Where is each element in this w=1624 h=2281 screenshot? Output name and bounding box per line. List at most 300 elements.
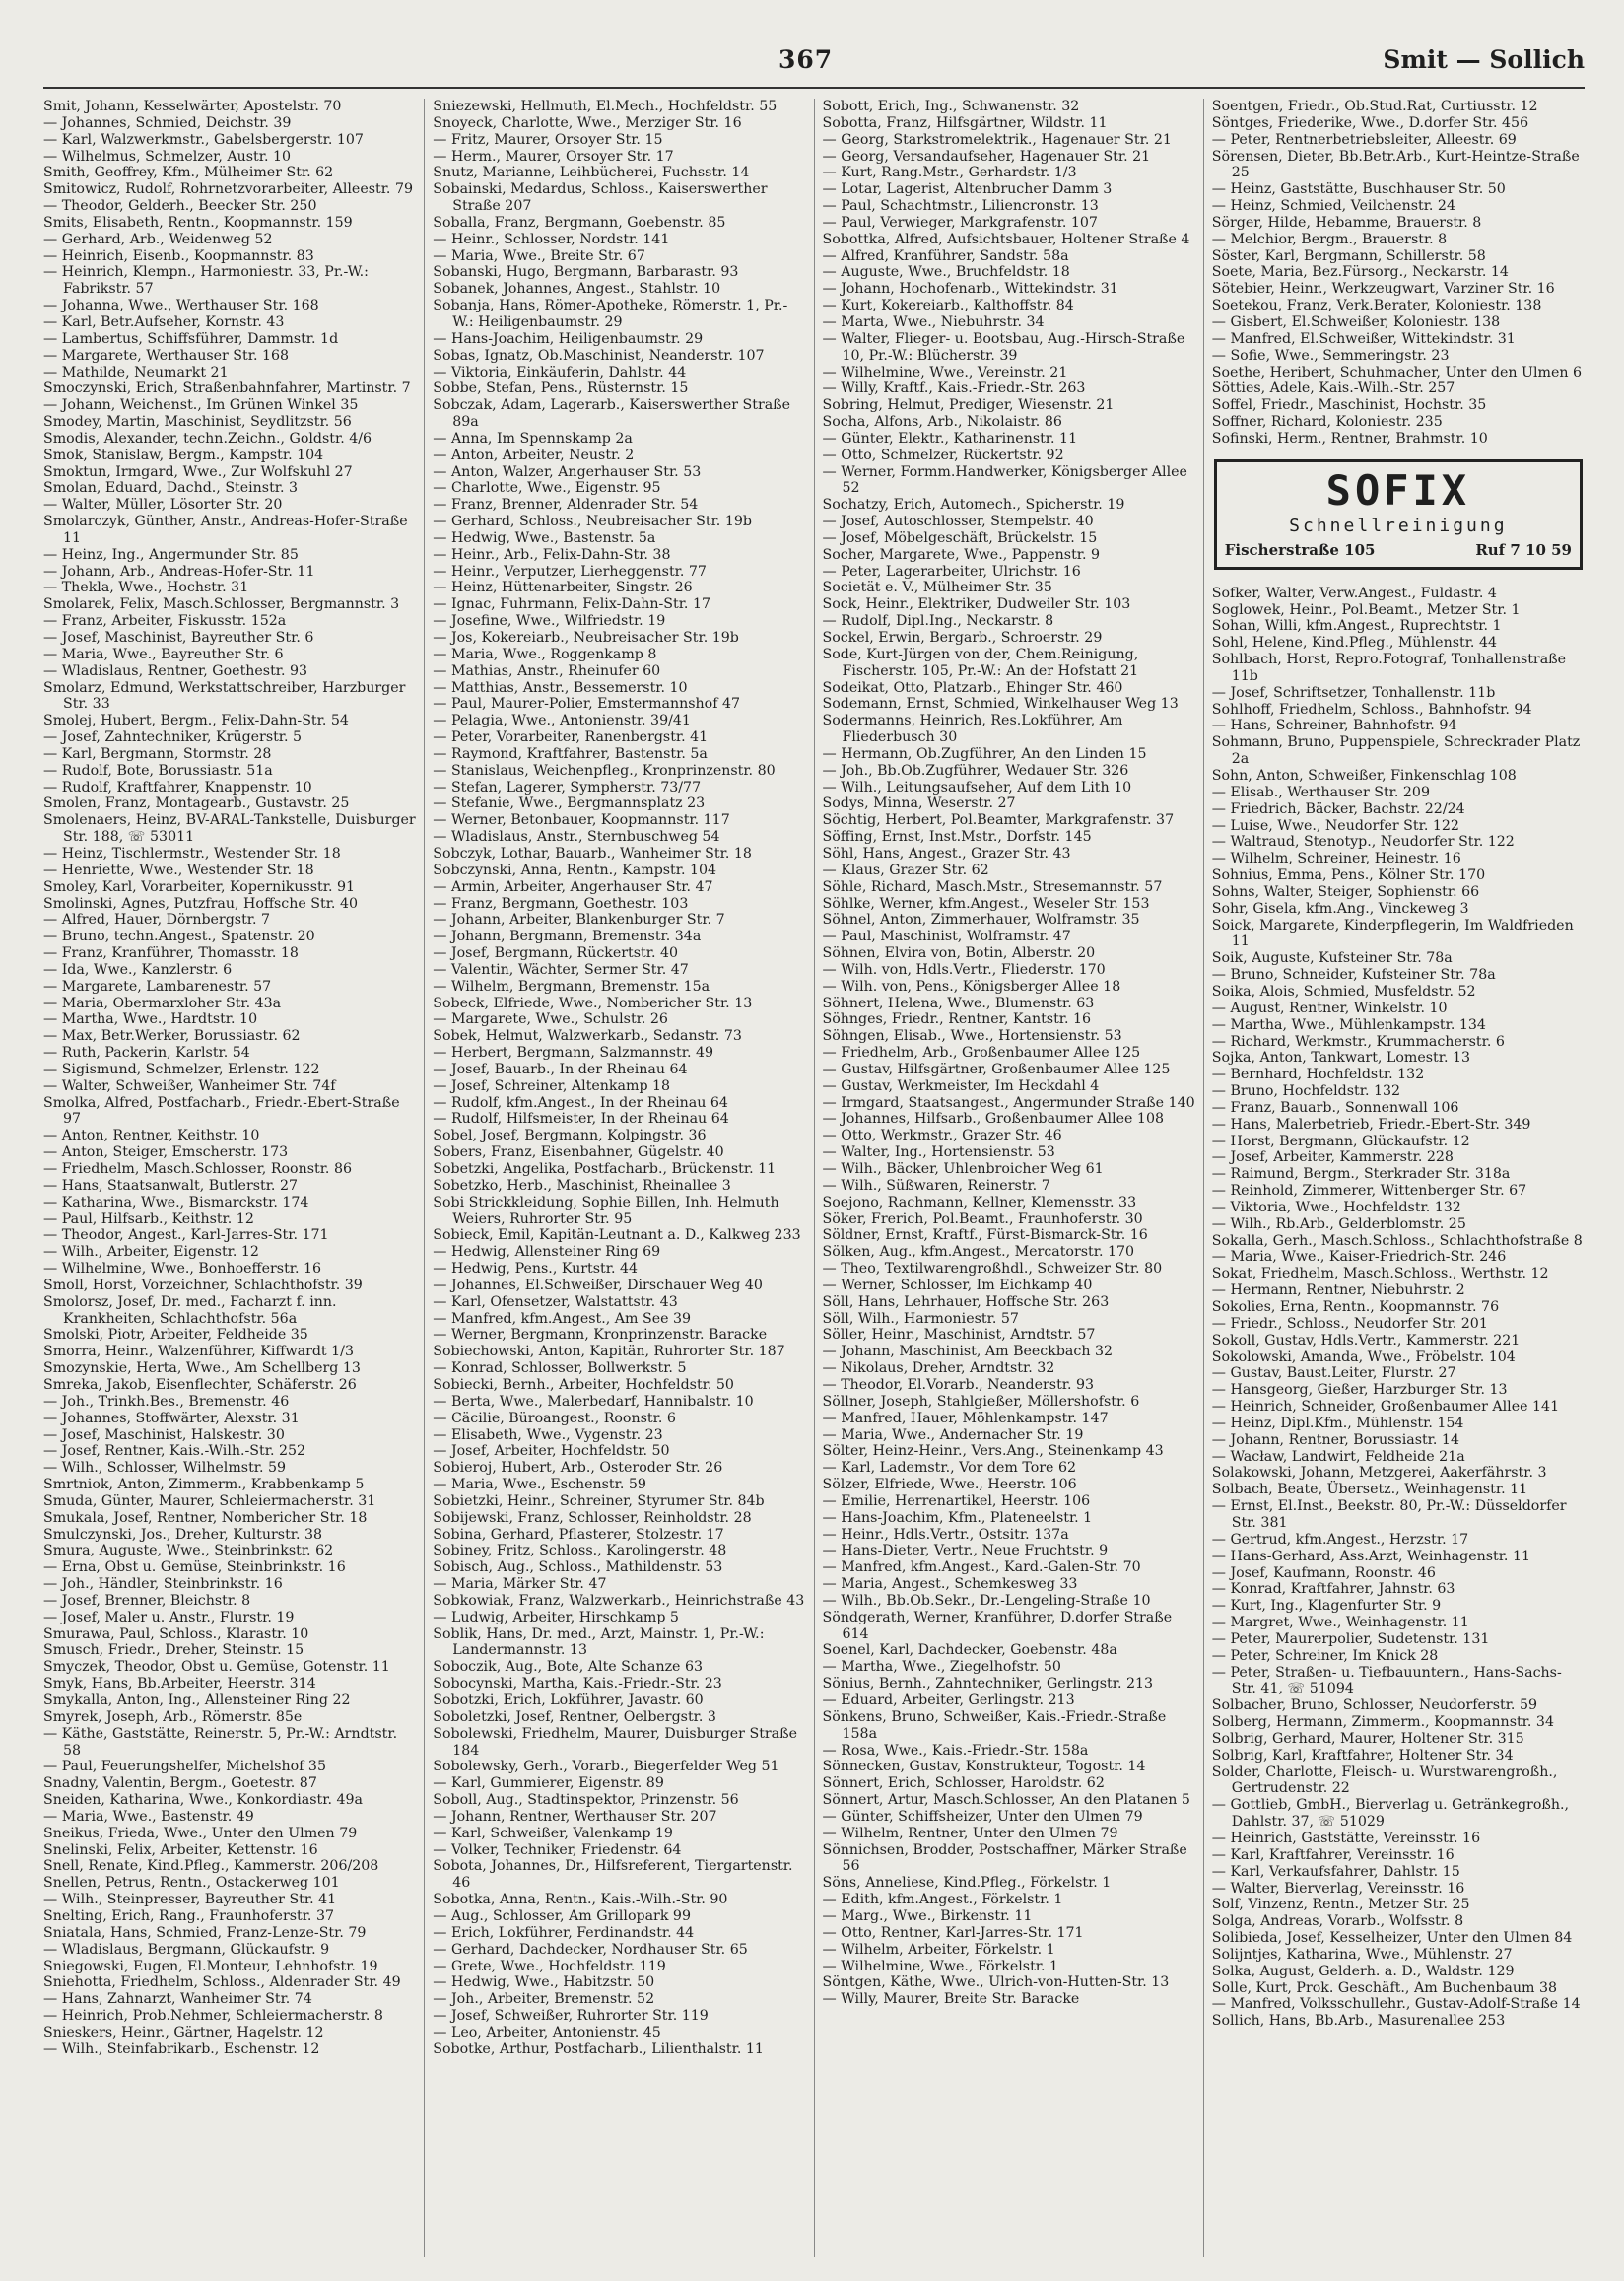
directory-entry: — Theodor, Angest., Karl-Jarres-Str. 171 bbox=[43, 1227, 329, 1244]
directory-entry: — Pelagia, Wwe., Antonienstr. 39/41 bbox=[433, 713, 691, 729]
directory-entry: — Franz, Kranführer, Thomasstr. 18 bbox=[43, 945, 299, 962]
directory-entry: — Hans-Joachim, Heiligenbaumstr. 29 bbox=[433, 330, 704, 347]
directory-entry: — Melchior, Bergm., Brauerstr. 8 bbox=[1211, 231, 1448, 247]
directory-entry: Sörger, Hilde, Hebamme, Brauerstr. 8 bbox=[1211, 214, 1482, 231]
directory-entry: Soentgen, Friedr., Ob.Stud.Rat, Curtiusstr. 12 bbox=[1211, 99, 1538, 114]
directory-entry: — Aug., Schlosser, Am Grillopark 99 bbox=[433, 1907, 691, 1924]
directory-entry: Sobers, Franz, Eisenbahner, Gügelstr. 40 bbox=[433, 1144, 724, 1161]
directory-entry: — Hermann, Ob.Zugführer, An den Linden 15 bbox=[822, 745, 1147, 762]
directory-entry: — Rudolf, Bote, Borussiastr. 51a bbox=[43, 762, 273, 779]
directory-entry: — Reinhold, Zimmerer, Wittenberger Str. 67 bbox=[1211, 1183, 1527, 1200]
directory-entry: — Armin, Arbeiter, Angerhauser Str. 47 bbox=[433, 878, 713, 895]
directory-entry: Söllner, Joseph, Stahlgießer, Möllershofstr. 6 bbox=[822, 1393, 1140, 1410]
directory-entry: — Marta, Wwe., Niebuhrstr. 34 bbox=[822, 313, 1045, 330]
directory-entry: Sokoll, Gustav, Hdls.Vertr., Kammerstr. 221 bbox=[1211, 1332, 1521, 1348]
directory-entry: — Martha, Wwe., Ziegelhofstr. 50 bbox=[822, 1659, 1061, 1676]
directory-entry: Sönnert, Erich, Schlosser, Haroldstr. 62 bbox=[822, 1775, 1105, 1792]
directory-entry: — Johannes, El.Schweißer, Dirschauer Weg 40 bbox=[433, 1277, 763, 1293]
directory-entry: Sobek, Helmut, Walzwerkarb., Sedanstr. 73 bbox=[433, 1028, 742, 1045]
directory-entry: — Johannes, Hilfsarb., Großenbaumer Allee 108 bbox=[822, 1111, 1165, 1128]
directory-entry: Söll, Wilh., Harmoniestr. 57 bbox=[822, 1310, 1019, 1327]
directory-entry: — Hermann, Rentner, Niebuhrstr. 2 bbox=[1211, 1282, 1465, 1299]
directory-entry: — Wilh., Rb.Arb., Gelderblomstr. 25 bbox=[1211, 1215, 1466, 1232]
ad-company-name: SOFIX bbox=[1325, 465, 1471, 515]
directory-entry: — Stefan, Lagerer, Sympherstr. 73/77 bbox=[433, 779, 702, 795]
directory-entry: Solder, Charlotte, Fleisch- u. Wurstwarengroßh., Gertrudenstr. 22 bbox=[1211, 1763, 1558, 1797]
directory-entry: Smolka, Alfred, Postfacharb., Friedr.-Ebert-Straße 97 bbox=[43, 1094, 400, 1128]
directory-entry: Smolorsz, Josef, Dr. med., Facharzt f. inn. Krankheiten, Schlachthofstr. 56a bbox=[43, 1293, 337, 1327]
directory-entry: Sönkens, Bruno, Schweißer, Kais.-Friedr.-Straße 158a bbox=[822, 1708, 1167, 1742]
directory-entry: — Maria, Wwe., Andernacher Str. 19 bbox=[822, 1426, 1084, 1443]
directory-entry: — Karl, Lademstr., Vor dem Tore 62 bbox=[822, 1460, 1076, 1477]
directory-entry: Smorra, Heinr., Walzenführer, Kiffwardt 1/3 bbox=[43, 1344, 354, 1360]
directory-entry: — Maria, Wwe., Kaiser-Friedrich-Str. 246 bbox=[1211, 1249, 1507, 1266]
directory-entry: Solbrig, Gerhard, Maurer, Holtener Str. 315 bbox=[1211, 1730, 1524, 1747]
directory-entry: — Emilie, Herrenartikel, Heerstr. 106 bbox=[822, 1492, 1091, 1509]
directory-entry: — Josef, Maler u. Anstr., Flurstr. 19 bbox=[43, 1609, 295, 1625]
directory-entry: Sohn, Anton, Schweißer, Finkenschlag 108 bbox=[1211, 768, 1517, 784]
directory-entry: — Josef, Arbeiter, Kammerstr. 228 bbox=[1211, 1149, 1454, 1166]
directory-entry: Sölter, Heinz-Heinr., Vers.Ang., Steinenkamp 43 bbox=[822, 1443, 1164, 1460]
directory-entry: Smuda, Günter, Maurer, Schleiermacherstr. 31 bbox=[43, 1492, 376, 1509]
directory-entry: Sohmann, Bruno, Puppenspiele, Schreckrader Platz 2a bbox=[1211, 734, 1581, 768]
directory-entry: — Wilhelm, Rentner, Unter den Ulmen 79 bbox=[822, 1825, 1118, 1841]
directory-entry: Sniezewski, Hellmuth, El.Mech., Hochfeldstr. 55 bbox=[433, 99, 778, 114]
directory-entry: — Heinrich, Schneider, Großenbaumer Allee 141 bbox=[1211, 1399, 1560, 1416]
directory-entry: Socher, Margarete, Wwe., Pappenstr. 9 bbox=[822, 546, 1101, 563]
directory-entry: — Elisab., Werthauser Str. 209 bbox=[1211, 784, 1430, 800]
directory-entry: — Heinr., Hdls.Vertr., Ostsitr. 137a bbox=[822, 1526, 1069, 1543]
directory-entry: — Hans-Gerhard, Ass.Arzt, Weinhagenstr. 11 bbox=[1211, 1548, 1531, 1564]
directory-entry: — Hans, Staatsanwalt, Butlerstr. 27 bbox=[43, 1177, 298, 1194]
directory-entry: — Irmgard, Staatsangest., Angermunder Straße 140 bbox=[822, 1094, 1195, 1111]
directory-entry: — Valentin, Wächter, Sermer Str. 47 bbox=[433, 961, 689, 978]
directory-entry: Smolen, Franz, Montagearb., Gustavstr. 25 bbox=[43, 795, 350, 812]
directory-entry: — Karl, Ofensetzer, Walstattstr. 43 bbox=[433, 1293, 678, 1310]
directory-entry: — Volker, Techniker, Friedenstr. 64 bbox=[433, 1841, 682, 1858]
directory-entry: — Gustav, Werkmeister, Im Heckdahl 4 bbox=[822, 1077, 1100, 1094]
directory-entry: — Wilhelmine, Wwe., Bonhoefferstr. 16 bbox=[43, 1261, 322, 1278]
directory-entry: — Wilh., Bb.Ob.Sekr., Dr.-Lengeling-Straße 10 bbox=[822, 1592, 1151, 1609]
directory-entry: — Johann, Arb., Andreas-Hofer-Str. 11 bbox=[43, 563, 315, 580]
directory-entry: Söhle, Richard, Masch.Mstr., Stresemannstr. 57 bbox=[822, 878, 1163, 895]
directory-entry: Sokolowski, Amanda, Wwe., Fröbelstr. 104 bbox=[1211, 1348, 1516, 1365]
directory-entry: — Heinr., Verputzer, Lierheggenstr. 77 bbox=[433, 563, 707, 580]
directory-entry: Söster, Karl, Bergmann, Schillerstr. 58 bbox=[1211, 247, 1486, 264]
directory-entry: Sohl, Helene, Kind.Pfleg., Mühlenstr. 44 bbox=[1211, 635, 1497, 652]
directory-entry: Solberg, Hermann, Zimmerm., Koopmannstr. 34 bbox=[1211, 1714, 1554, 1731]
directory-entry: — Wilhelmine, Wwe., Förkelstr. 1 bbox=[822, 1958, 1059, 1974]
directory-entry: Soethe, Heribert, Schuhmacher, Unter den Ulmen 6 bbox=[1211, 364, 1583, 380]
directory-entry: Sohr, Gisela, kfm.Ang., Vinckeweg 3 bbox=[1211, 900, 1469, 917]
directory-entry: — Manfred, kfm.Angest., Am See 39 bbox=[433, 1310, 692, 1327]
directory-entry: — Johann, Maschinist, Am Beeckbach 32 bbox=[822, 1344, 1114, 1360]
directory-entry: — Auguste, Wwe., Bruchfeldstr. 18 bbox=[822, 264, 1070, 281]
directory-entry: — Lambertus, Schiffsführer, Dammstr. 1d bbox=[43, 330, 339, 347]
directory-entry: Soik, Auguste, Kufsteiner Str. 78a bbox=[1211, 950, 1453, 967]
directory-entry: — August, Rentner, Winkelstr. 10 bbox=[1211, 1000, 1448, 1016]
directory-entry: Smyczek, Theodor, Obst u. Gemüse, Gotenstr. 11 bbox=[43, 1659, 390, 1676]
directory-entry: Smoley, Karl, Vorarbeiter, Kopernikusstr. 91 bbox=[43, 878, 356, 895]
directory-entry: — Klaus, Grazer Str. 62 bbox=[822, 862, 989, 878]
directory-entry: — Hansgeorg, Gießer, Harzburger Str. 13 bbox=[1211, 1382, 1508, 1399]
ad-contact-line bbox=[1225, 541, 1572, 559]
directory-entry: Smusch, Friedr., Dreher, Steinstr. 15 bbox=[43, 1642, 304, 1659]
directory-entry: — Käthe, Gaststätte, Reinerstr. 5, Pr.-W.: Arndtstr. 58 bbox=[43, 1725, 398, 1759]
directory-entry: — Johann, Hochofenarb., Wittekindstr. 31 bbox=[822, 281, 1118, 298]
directory-entry: — Luise, Wwe., Neudorfer Str. 122 bbox=[1211, 817, 1459, 834]
directory-entry: Sokalla, Gerh., Masch.Schloss., Schlachthofstraße 8 bbox=[1211, 1232, 1583, 1249]
ad-subtitle: Schnellreinigung bbox=[1289, 515, 1508, 536]
directory-entry: — Alfred, Kranführer, Sandstr. 58a bbox=[822, 247, 1069, 264]
directory-entry: Soballa, Franz, Bergmann, Goebenstr. 85 bbox=[433, 214, 726, 231]
directory-entry: — Walter, Müller, Lösorter Str. 20 bbox=[43, 497, 283, 514]
directory-entry: — Kurt, Ing., Klagenfurter Str. 9 bbox=[1211, 1598, 1442, 1615]
directory-entry: Sobocynski, Martha, Kais.-Friedr.-Str. 23 bbox=[433, 1676, 722, 1693]
directory-entry: — Maria, Wwe., Eschenstr. 59 bbox=[433, 1477, 646, 1493]
directory-entry: Sobisch, Aug., Schloss., Mathildenstr. 53 bbox=[433, 1559, 723, 1576]
directory-entry: — Wilh., Schlosser, Wilhelmstr. 59 bbox=[43, 1460, 287, 1477]
directory-entry: — Kurt, Kokereiarb., Kalthoffstr. 84 bbox=[822, 298, 1074, 314]
directory-entry: — Georg, Versandaufseher, Hagenauer Str. 21 bbox=[822, 148, 1151, 165]
directory-entry: — Maria, Wwe., Bastenstr. 49 bbox=[43, 1808, 254, 1825]
directory-entry: — Rudolf, Dipl.Ing., Neckarstr. 8 bbox=[822, 613, 1054, 630]
directory-entry: — Kurt, Rang.Mstr., Gerhardstr. 1/3 bbox=[822, 165, 1077, 181]
directory-entry: — Heinrich, Klempn., Harmoniestr. 33, Pr.-W.: Fabrikstr. 57 bbox=[43, 264, 369, 298]
directory-entry: — Theodor, Gelderh., Beecker Str. 250 bbox=[43, 198, 317, 215]
directory-entry: — Wilh., Steinpresser, Bayreuther Str. 41 bbox=[43, 1892, 337, 1908]
directory-entry: — Gertrud, kfm.Angest., Herzstr. 17 bbox=[1211, 1531, 1469, 1548]
directory-entry: — Peter, Straßen- u. Tiefbauuntern., Hans-Sachs-Str. 41, ☏ 51094 bbox=[1211, 1664, 1562, 1697]
directory-entry: — Josef, Zahntechniker, Krügerstr. 5 bbox=[43, 729, 303, 746]
directory-entry: Smura, Auguste, Wwe., Steinbrinkstr. 62 bbox=[43, 1543, 334, 1559]
directory-entry: Soglowek, Heinr., Pol.Beamt., Metzer Str. 1 bbox=[1211, 601, 1521, 618]
directory-entry: Söchtig, Herbert, Pol.Beamter, Markgrafenstr. 37 bbox=[822, 812, 1175, 829]
directory-entry: Sönnichsen, Brodder, Postschaffner, Märker Straße 56 bbox=[822, 1841, 1187, 1875]
directory-entry: — Elisabeth, Wwe., Vygenstr. 23 bbox=[433, 1426, 663, 1443]
directory-entry: Solibieda, Josef, Kesselheizer, Unter den Ulmen 84 bbox=[1211, 1930, 1573, 1947]
directory-entry: Smodey, Martin, Maschinist, Seydlitzstr. 56 bbox=[43, 414, 352, 431]
directory-entry: Sochatzy, Erich, Automech., Spicherstr. 19 bbox=[822, 497, 1125, 514]
directory-entry: — Friedhelm, Masch.Schlosser, Roonstr. 86 bbox=[43, 1161, 353, 1177]
directory-entry: Smreka, Jakob, Eisenflechter, Schäferstr. 26 bbox=[43, 1376, 357, 1393]
directory-entry: — Manfred, Volksschullehr., Gustav-Adolf-Straße 14 bbox=[1211, 1996, 1581, 2013]
directory-entry: — Bruno, Hochfeldstr. 132 bbox=[1211, 1083, 1401, 1100]
directory-entry: — Theodor, El.Vorarb., Neanderstr. 93 bbox=[822, 1376, 1095, 1393]
directory-entry: Snoyeck, Charlotte, Wwe., Merziger Str. 16 bbox=[433, 114, 742, 131]
directory-entry: — Walter, Bierverlag, Vereinsstr. 16 bbox=[1211, 1880, 1465, 1897]
directory-entry: — Anna, Im Spennskamp 2a bbox=[433, 430, 633, 447]
directory-entry: — Georg, Starkstromelektrik., Hagenauer Str. 21 bbox=[822, 131, 1172, 148]
directory-entry: Snelting, Erich, Rang., Fraunhoferstr. 37 bbox=[43, 1907, 335, 1924]
directory-entry: — Gerhard, Arb., Weidenweg 52 bbox=[43, 231, 273, 247]
header-rule bbox=[43, 87, 1585, 89]
directory-entry: — Anton, Rentner, Keithstr. 10 bbox=[43, 1128, 260, 1144]
directory-entry: Sötebier, Heinr., Werkzeugwart, Varziner Str. 16 bbox=[1211, 281, 1555, 298]
directory-entry: Sölzer, Elfriede, Wwe., Heerstr. 106 bbox=[822, 1477, 1077, 1493]
directory-entry: — Johann, Rentner, Werthauser Str. 207 bbox=[433, 1808, 717, 1825]
directory-entry: — Stefanie, Wwe., Bergmannsplatz 23 bbox=[433, 795, 706, 812]
directory-entry: Smoktun, Irmgard, Wwe., Zur Wolfskuhl 27 bbox=[43, 463, 353, 480]
directory-entry: Snadny, Valentin, Bergm., Goetestr. 87 bbox=[43, 1775, 317, 1792]
directory-entry: — Otto, Werkmstr., Grazer Str. 46 bbox=[822, 1128, 1062, 1144]
directory-entry: — Rudolf, Hilfsmeister, In der Rheinau 64 bbox=[433, 1111, 729, 1128]
directory-entry: — Hedwig, Allensteiner Ring 69 bbox=[433, 1244, 661, 1261]
directory-entry: Smolski, Piotr, Arbeiter, Feldheide 35 bbox=[43, 1327, 308, 1344]
directory-entry: Sobel, Josef, Bergmann, Kolpingstr. 36 bbox=[433, 1128, 707, 1144]
directory-entry: Sokat, Friedhelm, Masch.Schloss., Werthstr. 12 bbox=[1211, 1266, 1549, 1282]
directory-entry: Soick, Margarete, Kinderpflegerin, Im Waldfrieden 11 bbox=[1211, 917, 1574, 950]
directory-entry: — Theo, Textilwarengroßhdl., Schweizer Str. 80 bbox=[822, 1261, 1163, 1278]
directory-entry: Sohlbach, Horst, Repro.Fotograf, Tonhallenstraße 11b bbox=[1211, 652, 1567, 684]
directory-entry: Smolan, Eduard, Dachd., Steinstr. 3 bbox=[43, 480, 299, 497]
directory-entry: — Matthias, Anstr., Bessemerstr. 10 bbox=[433, 679, 688, 696]
directory-entry: — Hans-Dieter, Vertr., Neue Fruchtstr. 9 bbox=[822, 1543, 1109, 1559]
directory-entry: — Ignac, Fuhrmann, Felix-Dahn-Str. 17 bbox=[433, 596, 711, 613]
directory-entry: — Josef, Kaufmann, Roonstr. 46 bbox=[1211, 1564, 1436, 1581]
directory-entry: — Gerhard, Schloss., Neubreisacher Str. 19b bbox=[433, 514, 752, 530]
directory-entry: Sodeikat, Otto, Platzarb., Ehinger Str. 460 bbox=[822, 679, 1123, 696]
page-number: 367 bbox=[778, 45, 834, 74]
directory-entry: — Günter, Elektr., Katharinenstr. 11 bbox=[822, 430, 1078, 447]
directory-entry: Smrtniok, Anton, Zimmerm., Krabbenkamp 5 bbox=[43, 1477, 365, 1493]
directory-entry: — Gustav, Baust.Leiter, Flurstr. 27 bbox=[1211, 1365, 1456, 1382]
directory-entry: Smits, Elisabeth, Rentn., Koopmannstr. 159 bbox=[43, 214, 353, 231]
directory-entry: Sobas, Ignatz, Ob.Maschinist, Neanderstr. 107 bbox=[433, 347, 765, 364]
directory-entry: Soffner, Richard, Koloniestr. 235 bbox=[1211, 414, 1443, 431]
directory-entry: Sobolewsky, Gerh., Vorarb., Biegerfelder Weg 51 bbox=[433, 1759, 779, 1775]
directory-entry: — Josef, Maschinist, Bayreuther Str. 6 bbox=[43, 630, 314, 646]
directory-entry: Sobanski, Hugo, Bergmann, Barbarastr. 93 bbox=[433, 264, 739, 281]
directory-entry: — Walter, Ing., Hortensienstr. 53 bbox=[822, 1144, 1055, 1161]
directory-entry: — Konrad, Schlosser, Bollwerkstr. 5 bbox=[433, 1360, 687, 1377]
directory-entry: — Peter, Lagerarbeiter, Ulrichstr. 16 bbox=[822, 563, 1081, 580]
directory-entry: — Willy, Maurer, Breite Str. Baracke bbox=[822, 1991, 1080, 2008]
directory-entry: Sohns, Walter, Steiger, Sophienstr. 66 bbox=[1211, 883, 1480, 900]
directory-entry: — Rudolf, kfm.Angest., In der Rheinau 64 bbox=[433, 1094, 728, 1111]
directory-entry: Soboczik, Aug., Bote, Alte Schanze 63 bbox=[433, 1659, 704, 1676]
directory-entry: — Heinz, Schmied, Veilchenstr. 24 bbox=[1211, 198, 1455, 215]
column-4 bbox=[1204, 99, 1585, 2257]
directory-entry: — Gottlieb, GmbH., Bierverlag u. Getränkegroßh., Dahlstr. 37, ☏ 51029 bbox=[1211, 1797, 1569, 1831]
directory-entry: — Rudolf, Kraftfahrer, Knappenstr. 10 bbox=[43, 779, 312, 795]
directory-entry: — Willy, Kraftf., Kais.-Friedr.-Str. 263 bbox=[822, 380, 1086, 397]
directory-entry: Sobbe, Stefan, Pens., Rüsternstr. 15 bbox=[433, 380, 689, 397]
directory-entry: — Johann, Rentner, Borussiastr. 14 bbox=[1211, 1431, 1459, 1448]
directory-entry: — Thekla, Wwe., Hochstr. 31 bbox=[43, 580, 249, 596]
directory-entry: Solga, Andreas, Vorarb., Wolfsstr. 8 bbox=[1211, 1913, 1464, 1930]
directory-entry: Sörensen, Dieter, Bb.Betr.Arb., Kurt-Heintze-Straße 25 bbox=[1211, 148, 1580, 181]
directory-entry: — Hans, Zahnarzt, Wanheimer Str. 74 bbox=[43, 1991, 312, 2008]
directory-entry: — Maria, Obermarxloher Str. 43a bbox=[43, 995, 282, 1011]
directory-entry: Sötties, Adele, Kais.-Wilh.-Str. 257 bbox=[1211, 380, 1455, 397]
directory-entry: Sobainski, Medardus, Schloss., Kaiserswerther Straße 207 bbox=[433, 181, 768, 215]
directory-entry: Snell, Renate, Kind.Pfleg., Kammerstr. 206/208 bbox=[43, 1858, 379, 1875]
directory-entry: Sohlhoff, Friedhelm, Schloss., Bahnhofstr. 94 bbox=[1211, 701, 1532, 718]
directory-entry: — Friedr., Schloss., Neudorfer Str. 201 bbox=[1211, 1315, 1488, 1332]
directory-entry: — Marg., Wwe., Birkenstr. 11 bbox=[822, 1907, 1033, 1924]
directory-entry: — Peter, Schreiner, Im Knick 28 bbox=[1211, 1647, 1439, 1664]
directory-entry: — Heinz, Gaststätte, Buschhauser Str. 50 bbox=[1211, 181, 1506, 198]
directory-entry: — Wilhelm, Schreiner, Heinestr. 16 bbox=[1211, 851, 1461, 867]
directory-entry: — Fritz, Maurer, Orsoyer Str. 15 bbox=[433, 131, 663, 148]
directory-entry: — Heinz, Tischlermstr., Westender Str. 18 bbox=[43, 845, 341, 862]
directory-entry: — Lotar, Lagerist, Altenbrucher Damm 3 bbox=[822, 181, 1113, 198]
directory-entry: — Margarete, Werthauser Str. 168 bbox=[43, 347, 290, 364]
directory-entry: Sodys, Minna, Weserstr. 27 bbox=[822, 795, 1016, 812]
directory-entry: — Franz, Bergmann, Goethestr. 103 bbox=[433, 895, 689, 912]
directory-entry: Sönius, Bernh., Zahntechniker, Gerlingstr. 213 bbox=[822, 1676, 1154, 1693]
directory-entry: Soete, Maria, Bez.Fürsorg., Neckarstr. 14 bbox=[1211, 264, 1509, 281]
directory-entry: Sniatala, Hans, Schmied, Franz-Lenze-Str. 79 bbox=[43, 1924, 367, 1941]
directory-entry: Söhngen, Elisab., Wwe., Hortensienstr. 53 bbox=[822, 1028, 1122, 1045]
directory-entry: Smyk, Hans, Bb.Arbeiter, Heerstr. 314 bbox=[43, 1676, 316, 1693]
directory-entry: Smolarczyk, Günther, Anstr., Andreas-Hofer-Straße 11 bbox=[43, 514, 408, 546]
directory-entry: Smozynskie, Herta, Wwe., Am Schellberg 13 bbox=[43, 1360, 361, 1377]
directory-entry: Sobkowiak, Franz, Walzwerkarb., Heinrichstraße 43 bbox=[433, 1592, 805, 1609]
directory-entry: — Josef, Maschinist, Halskestr. 30 bbox=[43, 1426, 285, 1443]
directory-entry: — Joh., Trinkh.Bes., Bremenstr. 46 bbox=[43, 1393, 290, 1410]
directory-entry: — Karl, Bergmann, Stormstr. 28 bbox=[43, 745, 272, 762]
directory-entry: Smukala, Josef, Rentner, Nombericher Str. 18 bbox=[43, 1509, 368, 1526]
directory-entry: — Raimund, Bergm., Sterkrader Str. 318a bbox=[1211, 1166, 1511, 1183]
directory-entry: Smolinski, Agnes, Putzfrau, Hoffsche Str. 40 bbox=[43, 895, 359, 912]
directory-entry: — Paul, Verwieger, Markgrafenstr. 107 bbox=[822, 214, 1098, 231]
running-head: Smit — Sollich bbox=[1383, 45, 1585, 74]
directory-entry: — Karl, Gummierer, Eigenstr. 89 bbox=[433, 1775, 664, 1792]
directory-entry: — Grete, Wwe., Hochfeldstr. 119 bbox=[433, 1958, 666, 1974]
directory-entry: Sneiden, Katharina, Wwe., Konkordiastr. 49a bbox=[43, 1792, 363, 1809]
directory-entry: — Anton, Arbeiter, Neustr. 2 bbox=[433, 447, 635, 463]
directory-entry: — Sofie, Wwe., Semmeringstr. 23 bbox=[1211, 347, 1450, 364]
directory-entry: Smolarek, Felix, Masch.Schlosser, Bergmannstr. 3 bbox=[43, 596, 400, 613]
directory-entry: — Raymond, Kraftfahrer, Bastenstr. 5a bbox=[433, 745, 708, 762]
directory-entry: — Heinz, Ing., Angermunder Str. 85 bbox=[43, 546, 299, 563]
directory-entry: — Herm., Maurer, Orsoyer Str. 17 bbox=[433, 148, 674, 165]
directory-entry: Sobetzki, Angelika, Postfacharb., Brückenstr. 11 bbox=[433, 1161, 777, 1177]
directory-entry: — Paul, Feuerungshelfer, Michelshof 35 bbox=[43, 1759, 326, 1775]
directory-entry: — Hedwig, Wwe., Bastenstr. 5a bbox=[433, 529, 656, 546]
directory-entry: — Peter, Vorarbeiter, Ranenbergstr. 41 bbox=[433, 729, 709, 746]
directory-entry: — Erich, Lokführer, Ferdinandstr. 44 bbox=[433, 1924, 695, 1941]
directory-entry: Societät e. V., Mülheimer Str. 35 bbox=[822, 580, 1052, 596]
directory-entry: Smodis, Alexander, techn.Zeichn., Goldstr. 4/6 bbox=[43, 430, 372, 447]
directory-entry: — Edith, kfm.Angest., Förkelstr. 1 bbox=[822, 1892, 1063, 1908]
directory-entry: — Paul, Hilfsarb., Keithstr. 12 bbox=[43, 1210, 254, 1227]
directory-entry: — Martha, Wwe., Mühlenkampstr. 134 bbox=[1211, 1016, 1486, 1033]
directory-entry: Söhnel, Anton, Zimmerhauer, Wolframstr. 35 bbox=[822, 912, 1140, 929]
directory-entry: — Gustav, Hilfsgärtner, Großenbaumer Allee 125 bbox=[822, 1061, 1171, 1077]
directory-entry: — Margarete, Wwe., Schulstr. 26 bbox=[433, 1011, 668, 1028]
directory-entry: — Ludwig, Arbeiter, Hirschkamp 5 bbox=[433, 1609, 679, 1625]
directory-entry: Sönnecken, Gustav, Konstrukteur, Togostr. 14 bbox=[822, 1759, 1146, 1775]
directory-entry: Sönnert, Artur, Masch.Schlosser, An den Platanen 5 bbox=[822, 1792, 1190, 1809]
directory-entry: Sobi Strickkleidung, Sophie Billen, Inh. Helmuth Weiers, Ruhrorter Str. 95 bbox=[433, 1194, 779, 1227]
directory-entry: — Viktoria, Einkäuferin, Dahlstr. 44 bbox=[433, 364, 687, 380]
directory-entry: — Wilhelm, Arbeiter, Förkelstr. 1 bbox=[822, 1941, 1055, 1958]
directory-entry: Söll, Hans, Lehrhauer, Hoffsche Str. 263 bbox=[822, 1293, 1110, 1310]
directory-entry: — Paul, Schachtmstr., Liliencronstr. 13 bbox=[822, 198, 1099, 215]
directory-entry: — Friedhelm, Arb., Großenbaumer Allee 125 bbox=[822, 1045, 1141, 1062]
directory-entry: Snieskers, Heinr., Gärtner, Hagelstr. 12 bbox=[43, 2024, 324, 2040]
directory-entry: — Paul, Maschinist, Wolframstr. 47 bbox=[822, 929, 1071, 945]
directory-entry: Sobietzki, Heinr., Schreiner, Styrumer Str. 84b bbox=[433, 1492, 765, 1509]
directory-entry: Soenel, Karl, Dachdecker, Goebenstr. 48a bbox=[822, 1642, 1117, 1659]
directory-entry: — Johann, Arbeiter, Blankenburger Str. 7 bbox=[433, 912, 725, 929]
directory-entry: — Johann, Weichenst., Im Grünen Winkel 35 bbox=[43, 397, 359, 414]
directory-entry: — Jos, Kokereiarb., Neubreisacher Str. 19b bbox=[433, 630, 739, 646]
directory-entry: — Sigismund, Schmelzer, Erlenstr. 122 bbox=[43, 1061, 320, 1077]
directory-entry: — Erna, Obst u. Gemüse, Steinbrinkstr. 16 bbox=[43, 1559, 346, 1576]
directory-entry: Sobotke, Arthur, Postfacharb., Lilienthalstr. 11 bbox=[433, 2040, 764, 2057]
directory-entry: — Werner, Bergmann, Kronprinzenstr. Baracke bbox=[433, 1327, 768, 1344]
directory-entry: Smulczynski, Jos., Dreher, Kulturstr. 38 bbox=[43, 1526, 323, 1543]
directory-entry: — Peter, Maurerpolier, Sudetenstr. 131 bbox=[1211, 1630, 1490, 1647]
directory-entry: Solakowski, Johann, Metzgerei, Aakerfährstr. 3 bbox=[1211, 1465, 1547, 1482]
column-3 bbox=[815, 99, 1204, 2257]
directory-entry: — Wilh., Süßwaren, Reinerstr. 7 bbox=[822, 1177, 1050, 1194]
directory-entry: Sobeck, Elfriede, Wwe., Nombericher Str. 13 bbox=[433, 995, 753, 1011]
directory-entry: — Heinrich, Eisenb., Koopmannstr. 83 bbox=[43, 247, 314, 264]
directory-entry: — Josef, Rentner, Kais.-Wilh.-Str. 252 bbox=[43, 1443, 306, 1460]
directory-entry: — Wilh., Leitungsaufseher, Auf dem Lith 10 bbox=[822, 779, 1132, 795]
directory-entry: Solbrig, Karl, Kraftfahrer, Holtener Str. 34 bbox=[1211, 1747, 1514, 1763]
directory-entry: Söldner, Ernst, Kraftf., Fürst-Bismarck-Str. 16 bbox=[822, 1227, 1148, 1244]
directory-entry: Sokolies, Erna, Rentn., Koopmannstr. 76 bbox=[1211, 1299, 1500, 1315]
directory-entry: — Anton, Steiger, Emscherstr. 173 bbox=[43, 1144, 289, 1161]
directory-entry: — Karl, Kraftfahrer, Vereinsstr. 16 bbox=[1211, 1846, 1455, 1863]
directory-entry: Söller, Heinr., Maschinist, Arndtstr. 57 bbox=[822, 1327, 1096, 1344]
directory-entry: Sobottka, Alfred, Aufsichtsbauer, Holtener Straße 4 bbox=[822, 231, 1190, 247]
directory-entry: Soejono, Rachmann, Kellner, Klemensstr. 33 bbox=[822, 1194, 1137, 1210]
directory-entry: Sniehotta, Friedhelm, Schloss., Aldenrader Str. 49 bbox=[43, 1974, 401, 1991]
directory-entry: — Henriette, Wwe., Westender Str. 18 bbox=[43, 862, 314, 878]
directory-entry: — Anton, Walzer, Angerhauser Str. 53 bbox=[433, 463, 702, 480]
column-1 bbox=[43, 99, 425, 2257]
directory-entry: Söffing, Ernst, Inst.Mstr., Dorfstr. 145 bbox=[822, 829, 1092, 846]
directory-entry: Solf, Vinzenz, Rentn., Metzer Str. 25 bbox=[1211, 1897, 1470, 1913]
directory-entry: Söhnges, Friedr., Rentner, Kantstr. 16 bbox=[822, 1011, 1092, 1028]
directory-entry: Sollich, Hans, Bb.Arb., Masurenallee 253 bbox=[1211, 2013, 1506, 2030]
directory-entry: — Hans, Schreiner, Bahnhofstr. 94 bbox=[1211, 718, 1457, 734]
directory-entry: — Margret, Wwe., Weinhagenstr. 11 bbox=[1211, 1615, 1469, 1631]
directory-entry: Smurawa, Paul, Schloss., Klarastr. 10 bbox=[43, 1625, 309, 1642]
directory-entry: Sobolewski, Friedhelm, Maurer, Duisburger Straße 184 bbox=[433, 1725, 798, 1759]
directory-entry: Sobott, Erich, Ing., Schwanenstr. 32 bbox=[822, 99, 1080, 114]
directory-entry: Söns, Anneliese, Kind.Pfleg., Förkelstr. 1 bbox=[822, 1875, 1112, 1892]
directory-entry: — Werner, Schlosser, Im Eichkamp 40 bbox=[822, 1277, 1093, 1293]
directory-entry: — Mathias, Anstr., Rheinufer 60 bbox=[433, 662, 661, 679]
directory-entry: Smolarz, Edmund, Werkstattschreiber, Harzburger Str. 33 bbox=[43, 679, 406, 713]
directory-entry: — Heinr., Arb., Felix-Dahn-Str. 38 bbox=[433, 546, 671, 563]
directory-entry: — Manfred, Hauer, Möhlenkampstr. 147 bbox=[822, 1410, 1109, 1426]
directory-entry: — Paul, Maurer-Polier, Emstermannshof 47 bbox=[433, 696, 741, 713]
directory-entry: — Viktoria, Wwe., Hochfeldstr. 132 bbox=[1211, 1199, 1461, 1215]
directory-entry: — Wilhelmine, Wwe., Vereinstr. 21 bbox=[822, 364, 1068, 380]
directory-entry: — Joh., Händler, Steinbrinkstr. 16 bbox=[43, 1576, 283, 1593]
directory-entry: — Bruno, Schneider, Kufsteiner Str. 78a bbox=[1211, 967, 1496, 984]
directory-entry: — Josef, Schriftsetzer, Tonhallenstr. 11b bbox=[1211, 684, 1496, 701]
directory-entry: — Werner, Formm.Handwerker, Königsberger Allee 52 bbox=[822, 463, 1187, 497]
directory-entry: — Josef, Brenner, Bleichstr. 8 bbox=[43, 1592, 251, 1609]
directory-entry: Solijntjes, Katharina, Wwe., Mühlenstr. 27 bbox=[1211, 1946, 1513, 1963]
directory-entry: Sobiechowski, Anton, Kapitän, Ruhrorter Str. 187 bbox=[433, 1344, 785, 1360]
directory-entry: — Wilhelmus, Schmelzer, Austr. 10 bbox=[43, 148, 292, 165]
directory-entry: — Johannes, Schmied, Deichstr. 39 bbox=[43, 114, 292, 131]
directory-entry: Sobanek, Johannes, Angest., Stahlstr. 10 bbox=[433, 281, 721, 298]
directory-entry: — Walter, Flieger- u. Bootsbau, Aug.-Hirsch-Straße 10, Pr.-W.: Blücherstr. 39 bbox=[822, 330, 1185, 364]
directory-entry: — Max, Betr.Werker, Borussiastr. 62 bbox=[43, 1028, 301, 1045]
